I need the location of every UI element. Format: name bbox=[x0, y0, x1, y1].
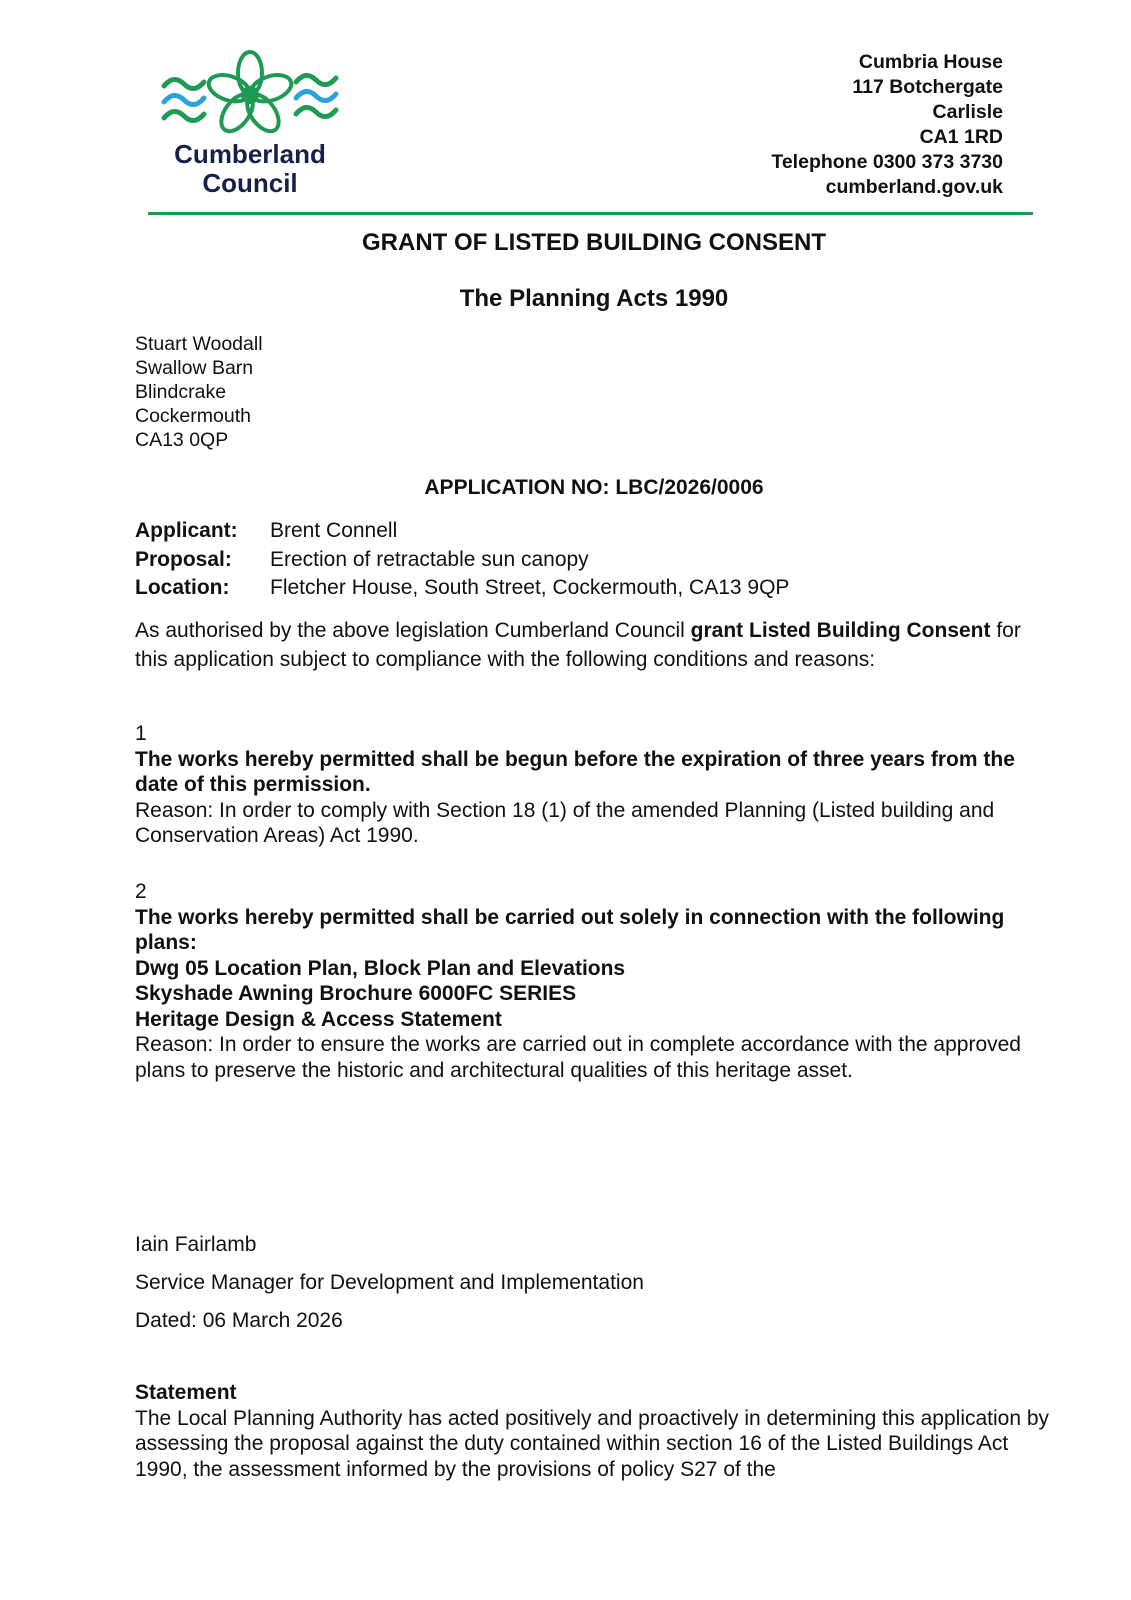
statement-section bbox=[135, 1380, 1055, 1482]
condition-text: The works hereby permitted shall be begun before the expiration of three years from the date of this permission. bbox=[135, 747, 1015, 796]
date-issued: Dated: 06 March 2026 bbox=[135, 1309, 343, 1332]
recipient-line-1: Swallow Barn bbox=[135, 357, 254, 379]
council-logo bbox=[160, 48, 345, 208]
statement-text: The Local Planning Authority has acted positively and proactively in determining this application by assessing the proposal against the duty contained within section 16 of the Listed Buildings Act 1990, the assessment informed by the provisions of policy S27 of the bbox=[135, 1406, 1050, 1481]
recipient-name: Stuart Woodall bbox=[135, 333, 263, 355]
condition-text: The works hereby permitted shall be carried out solely in connection with the following plans: bbox=[135, 905, 1005, 954]
recipient-line-2: Blindcrake bbox=[135, 381, 227, 403]
signoff-block bbox=[135, 1233, 644, 1347]
plan-item: Dwg 05 Location Plan, Block Plan and Elevations bbox=[135, 956, 626, 980]
applicant-value: Brent Connell bbox=[270, 519, 398, 542]
location-value: Fletcher House, South Street, Cockermouth, CA13 9QP bbox=[270, 576, 790, 599]
application-details bbox=[135, 517, 789, 603]
council-address bbox=[771, 50, 1003, 200]
intro-bold: grant Listed Building Consent bbox=[690, 619, 991, 642]
condition-number: 1 bbox=[135, 722, 147, 745]
address-website: cumberland.gov.uk bbox=[825, 176, 1003, 198]
recipient-line-3: Cockermouth bbox=[135, 405, 251, 427]
location-row bbox=[135, 574, 789, 603]
address-telephone: Telephone 0300 373 3730 bbox=[771, 151, 1003, 173]
applicant-label: Applicant: bbox=[135, 519, 238, 542]
header-divider bbox=[148, 212, 1033, 215]
document-subtitle: The Planning Acts 1990 bbox=[459, 285, 729, 312]
signatory-title: Service Manager for Development and Implementation bbox=[135, 1271, 644, 1294]
flower-waves-logo-icon bbox=[160, 48, 345, 143]
logo-line-1: Cumberland bbox=[174, 139, 326, 169]
signatory-name: Iain Fairlamb bbox=[135, 1233, 257, 1256]
address-line-2: 117 Botchergate bbox=[852, 76, 1003, 98]
condition-reason: Reason: In order to comply with Section 18 (1) of the amended Planning (Listed building and Conservation Areas) Act 1990. bbox=[135, 798, 995, 847]
applicant-row bbox=[135, 517, 789, 546]
condition-2 bbox=[135, 879, 1055, 1083]
address-line-1: Cumbria House bbox=[858, 51, 1003, 73]
recipient-postcode: CA13 0QP bbox=[135, 429, 229, 451]
intro-paragraph bbox=[135, 617, 1055, 674]
council-logo-wordmark bbox=[160, 140, 340, 198]
address-line-3: Carlisle bbox=[932, 101, 1003, 123]
proposal-row bbox=[135, 546, 789, 575]
plan-item: Skyshade Awning Brochure 6000FC SERIES bbox=[135, 982, 577, 1005]
proposal-label: Proposal: bbox=[135, 547, 232, 571]
condition-number: 2 bbox=[135, 880, 147, 903]
condition-reason: Reason: In order to ensure the works are carried out in complete accordance with the approved plans to preserve the historic and architectural qualities of this heritage asset. bbox=[135, 1033, 1021, 1082]
location-label: Location: bbox=[135, 576, 230, 599]
address-line-4: CA1 1RD bbox=[919, 126, 1003, 148]
recipient-address bbox=[135, 332, 263, 452]
proposal-value: Erection of retractable sun canopy bbox=[270, 547, 589, 571]
plan-item: Heritage Design & Access Statement bbox=[135, 1007, 502, 1031]
logo-line-2: Council bbox=[202, 168, 298, 198]
intro-text-1: As authorised by the above legislation Cumberland Council bbox=[135, 619, 691, 642]
intro-text-2: for this application subject to compliance with the following conditions and reasons: bbox=[135, 619, 1021, 671]
statement-heading: Statement bbox=[135, 1381, 237, 1404]
document-title: GRANT OF LISTED BUILDING CONSENT bbox=[362, 229, 826, 256]
condition-1 bbox=[135, 721, 1055, 849]
application-number: APPLICATION NO: LBC/2026/0006 bbox=[424, 476, 764, 499]
